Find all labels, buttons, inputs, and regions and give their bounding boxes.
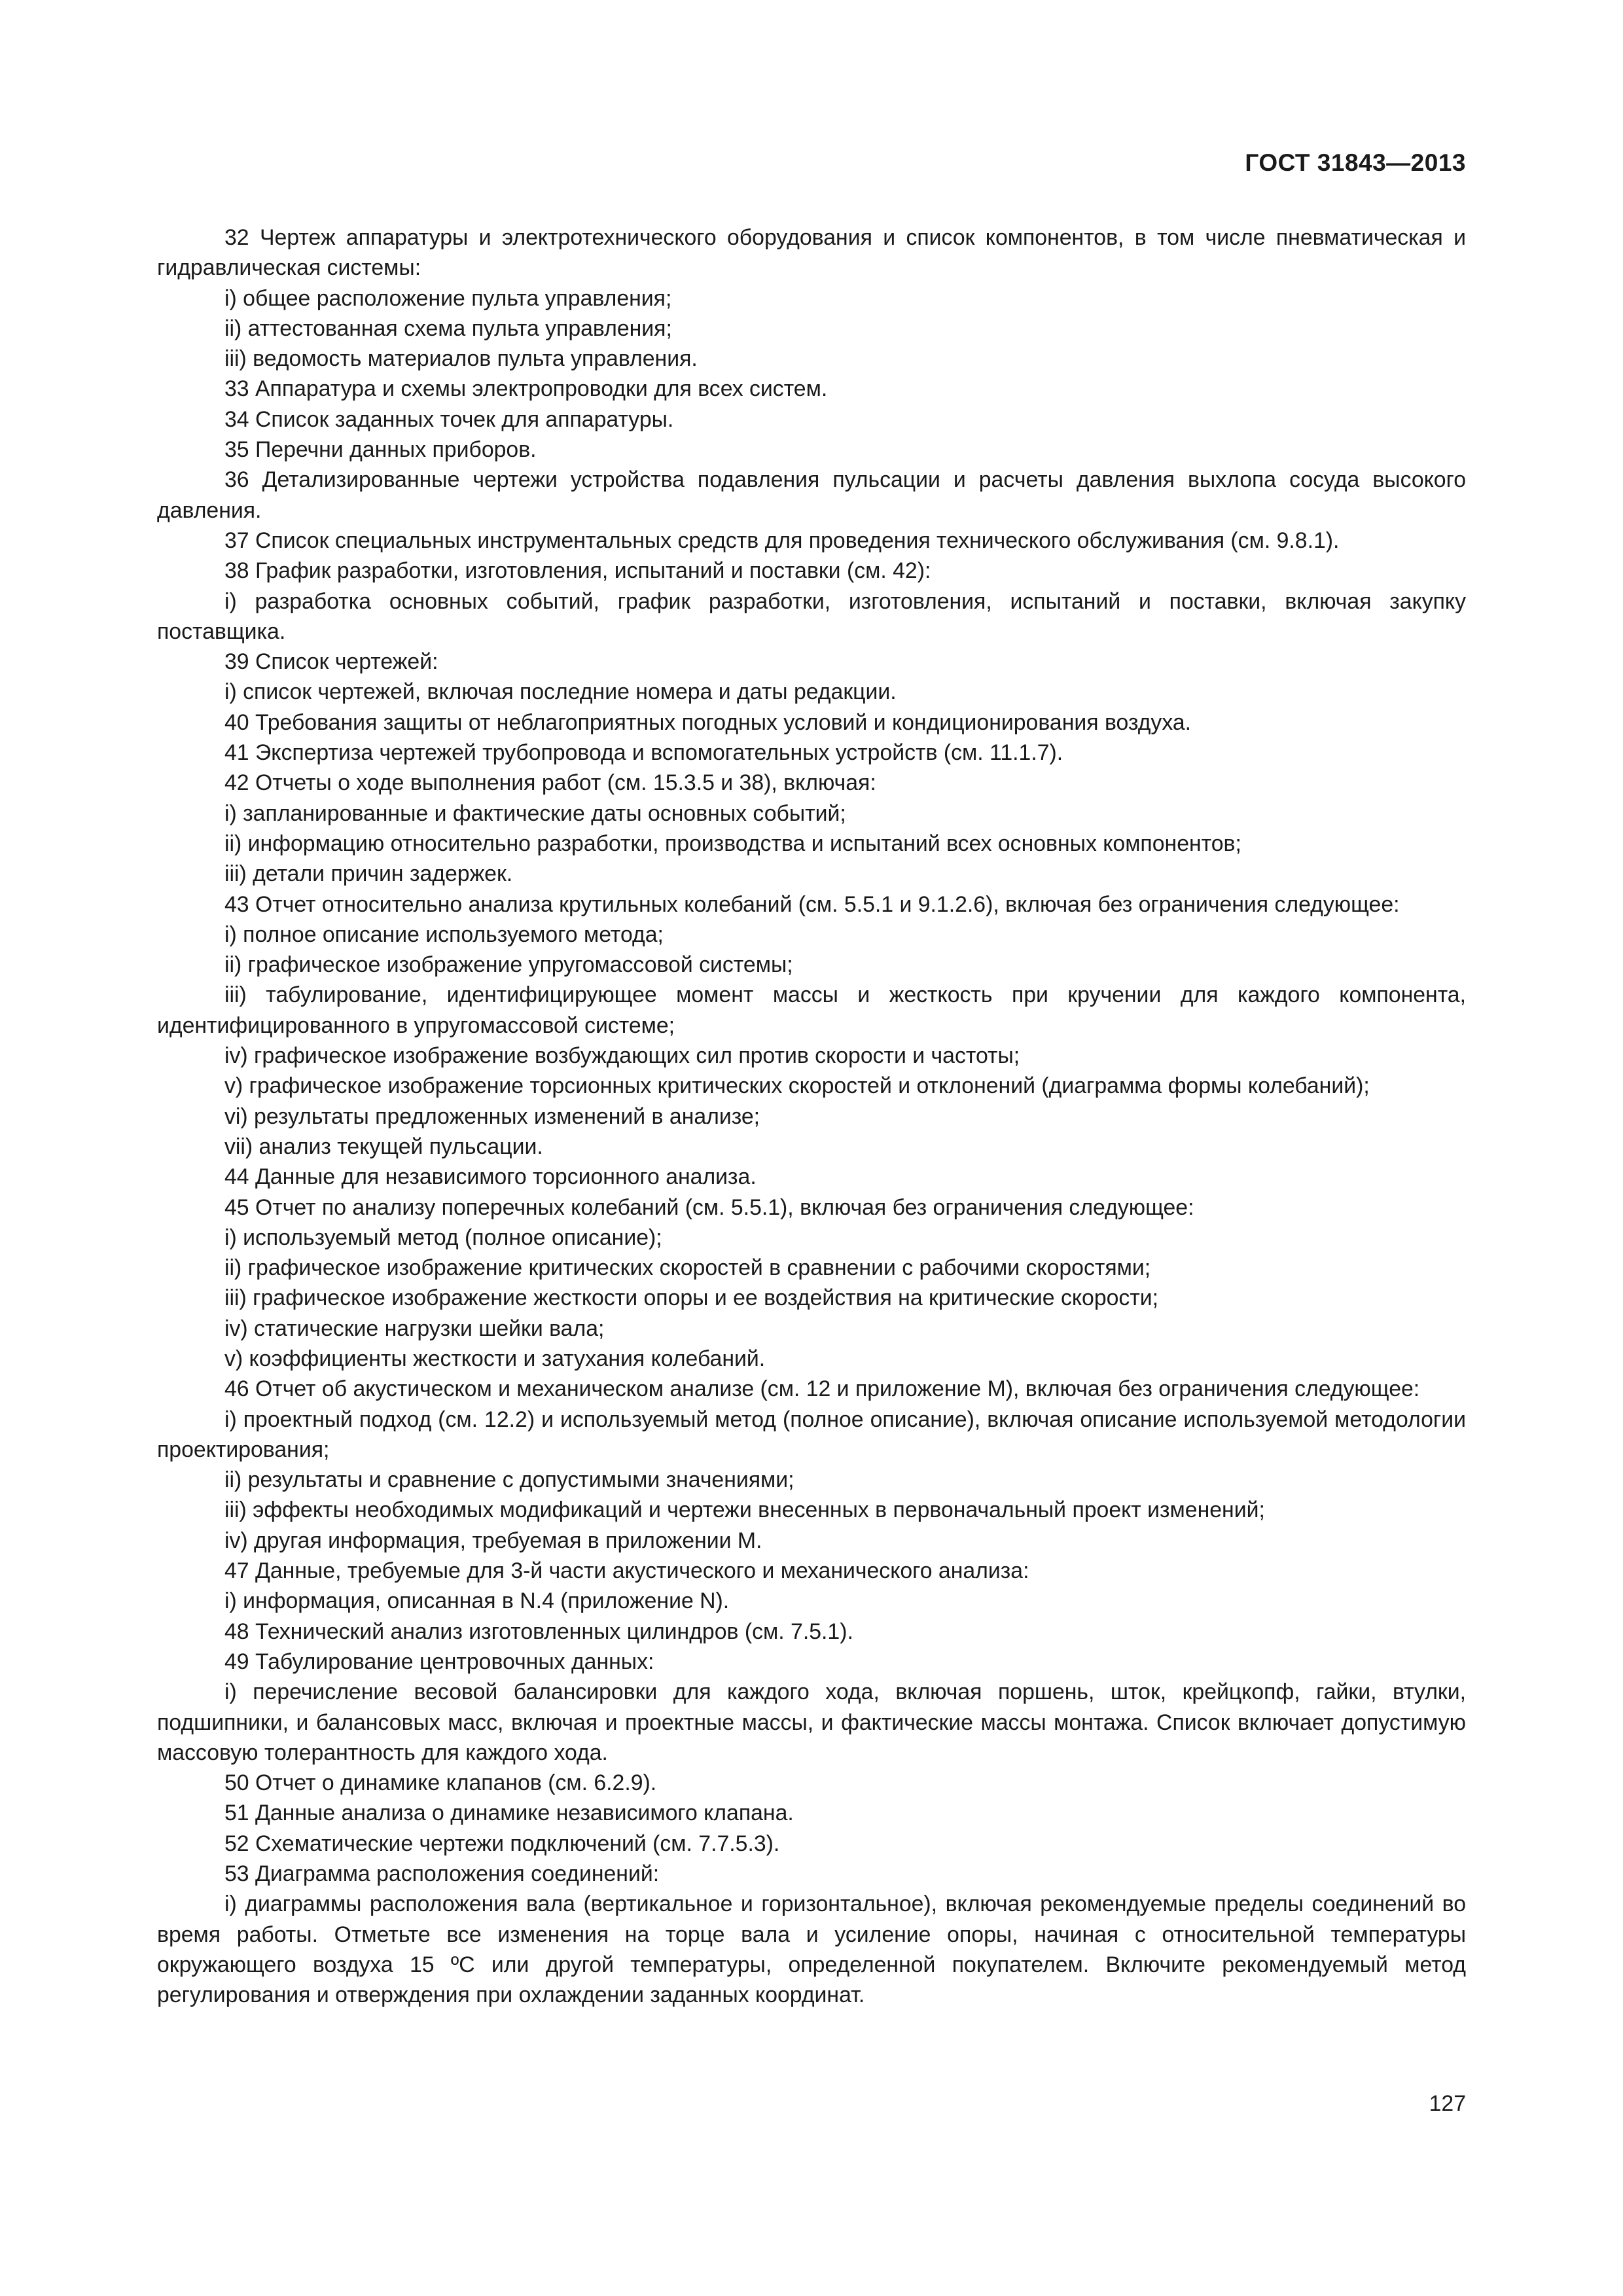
- document-body: [157, 223, 1466, 2011]
- paragraph: vii) анализ текущей пульсации.: [224, 1134, 543, 1159]
- paragraph: i) перечисление весовой балансировки для каждого хода, включая поршень, шток, крейцкопф, гайки, втулки, подшипники, и балансовых масс, включая и проектные массы, и фактические массы монтажа. Список включает допустимую массовую толерантность для каждого хода.: [157, 1679, 1466, 1765]
- paragraph: iii) табулирование, идентифицирующее момент массы и жесткость при кручении для каждого компонента, идентифицированного в упругомассовой системе;: [157, 982, 1466, 1038]
- paragraph: vi) результаты предложенных изменений в анализе;: [224, 1103, 760, 1129]
- paragraph: 43 Отчет относительно анализа крутильных колебаний (см. 5.5.1 и 9.1.2.6), включая без ограничения следующее:: [224, 891, 1400, 917]
- paragraph: 35 Перечни данных приборов.: [224, 437, 537, 463]
- paragraph: iii) графическое изображение жесткости опоры и ее воздействия на критические скорости;: [224, 1285, 1159, 1311]
- paragraph: 38 График разработки, изготовления, испытаний и поставки (см. 42):: [224, 558, 931, 584]
- paragraph: 46 Отчет об акустическом и механическом анализе (см. 12 и приложение М), включая без ограничения следующее:: [224, 1376, 1420, 1402]
- paragraph: iii) детали причин задержек.: [224, 861, 513, 887]
- paragraph: iii) ведомость материалов пульта управления.: [224, 346, 698, 372]
- paragraph: ii) результаты и сравнение с допустимыми значениями;: [224, 1467, 794, 1493]
- paragraph: i) информация, описанная в N.4 (приложение N).: [224, 1588, 730, 1614]
- paragraph: v) графическое изображение торсионных критических скоростей и отклонений (диаграмма формы колебаний);: [224, 1073, 1370, 1099]
- paragraph: i) общее расположение пульта управления;: [224, 285, 672, 311]
- paragraph: 51 Данные анализа о динамике независимого клапана.: [224, 1801, 794, 1826]
- paragraph: 41 Экспертиза чертежей трубопровода и вспомогательных устройств (см. 11.1.7).: [224, 740, 1063, 766]
- paragraph: iv) графическое изображение возбуждающих сил против скорости и частоты;: [224, 1043, 1020, 1069]
- paragraph: i) полное описание используемого метода;: [224, 922, 664, 947]
- page-number: 127: [1429, 2091, 1466, 2116]
- paragraph: 44 Данные для независимого торсионного анализа.: [224, 1164, 757, 1190]
- paragraph: iv) статические нагрузки шейки вала;: [224, 1316, 605, 1341]
- paragraph: ii) графическое изображение упругомассовой системы;: [224, 952, 793, 978]
- paragraph: v) коэффициенты жесткости и затухания колебаний.: [224, 1346, 766, 1371]
- paragraph: i) запланированные и фактические даты основных событий;: [224, 800, 846, 826]
- paragraph: 33 Аппаратура и схемы электропроводки для всех систем.: [224, 376, 828, 402]
- paragraph: i) список чертежей, включая последние номера и даты редакции.: [224, 679, 897, 705]
- paragraph: 36 Детализированные чертежи устройства подавления пульсации и расчеты давления выхлопа сосуда высокого давления.: [157, 467, 1466, 523]
- paragraph: 50 Отчет о динамике клапанов (см. 6.2.9).: [224, 1770, 657, 1796]
- paragraph: ii) информацию относительно разработки, производства и испытаний всех основных компонентов;: [224, 831, 1241, 856]
- paragraph: ii) аттестованная схема пульта управления;: [224, 315, 672, 341]
- paragraph: 45 Отчет по анализу поперечных колебаний (см. 5.5.1), включая без ограничения следующее:: [224, 1194, 1194, 1220]
- paragraph: 42 Отчеты о ходе выполнения работ (см. 15.3.5 и 38), включая:: [224, 770, 876, 796]
- paragraph: 37 Список специальных инструментальных средств для проведения технического обслуживания (см. 9.8.1).: [224, 528, 1340, 553]
- paragraph: 49 Табулирование центровочных данных:: [224, 1649, 654, 1674]
- paragraph: 40 Требования защиты от неблагоприятных погодных условий и кондиционирования воздуха.: [224, 709, 1192, 735]
- paragraph: i) используемый метод (полное описание);: [224, 1225, 662, 1250]
- paragraph: 39 Список чертежей:: [224, 649, 438, 675]
- paragraph: iv) другая информация, требуемая в приложении М.: [224, 1528, 762, 1553]
- paragraph: 32 Чертеж аппаратуры и электротехнического оборудования и список компонентов, в том числе пневматическая и гидравлическая системы:: [157, 225, 1466, 281]
- paragraph: 53 Диаграмма расположения соединений:: [224, 1861, 660, 1887]
- paragraph: 34 Список заданных точек для аппаратуры.: [224, 406, 674, 432]
- paragraph: i) проектный подход (см. 12.2) и используемый метод (полное описание), включая описание используемой методологии проектирования;: [157, 1407, 1466, 1462]
- paragraph: iii) эффекты необходимых модификаций и чертежи внесенных в первоначальный проект изменений;: [224, 1498, 1265, 1523]
- paragraph: i) разработка основных событий, график разработки, изготовления, испытаний и поставки, включая закупку поставщика.: [157, 588, 1466, 644]
- paragraph: 52 Схематические чертежи подключений (см. 7.7.5.3).: [224, 1831, 780, 1856]
- paragraph: 48 Технический анализ изготовленных цилиндров (см. 7.5.1).: [224, 1619, 853, 1644]
- paragraph: ii) графическое изображение критических скоростей в сравнении с рабочими скоростями;: [224, 1255, 1151, 1281]
- document-header: ГОСТ 31843—2013: [1245, 149, 1466, 176]
- paragraph: i) диаграммы расположения вала (вертикальное и горизонтальное), включая рекомендуемые пределы соединений во время работы. Отметьте все изменения на торце вала и усиление опоры, начиная с относительной температуры окружающего воздуха 15 ºС или другой температуры, определенной покупателем. Включите рекомендуемый метод регулирования и отверждения при охлаждении заданных координат.: [157, 1892, 1466, 2008]
- paragraph: 47 Данные, требуемые для 3-й части акустического и механического анализа:: [224, 1558, 1029, 1584]
